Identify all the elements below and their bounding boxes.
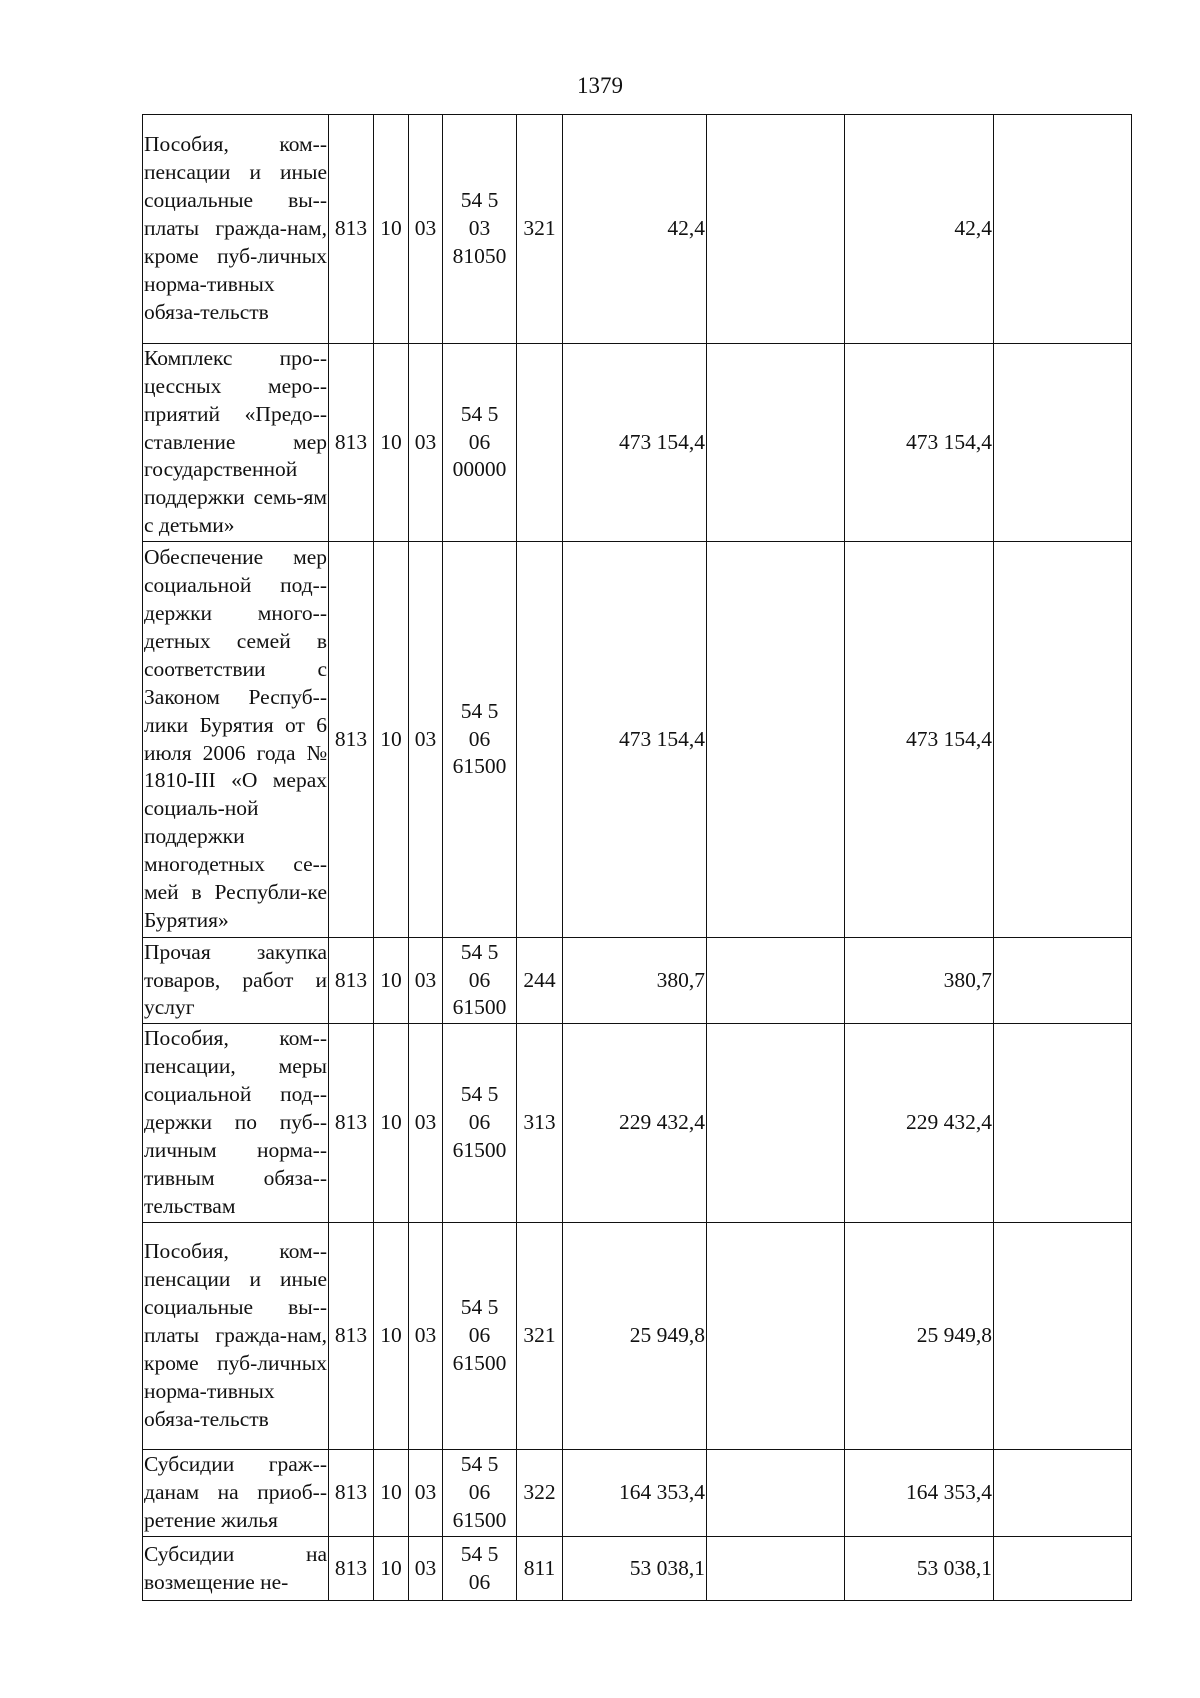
target-article-code-part: 61500: [452, 754, 507, 779]
expense-name: Пособия, ком-пенсации и иные социальные вы-платы гражда-нам, кроме пуб-личных норма-тивных обяза-тельств: [143, 115, 329, 344]
target-article-code-part: 54 5: [460, 1541, 499, 1566]
amount-total: 380,7: [563, 938, 707, 1024]
target-article-code-part: 06: [468, 1480, 491, 1505]
grbs-code: 813: [329, 1223, 374, 1450]
subsection-code: 03: [409, 1537, 443, 1601]
target-article-code-part: 00000: [452, 457, 507, 482]
table-row: [143, 344, 1132, 542]
expense-name: Субсидии на возмещение не-: [143, 1537, 329, 1601]
expense-type-code: 321: [517, 115, 563, 344]
table-row: [143, 1024, 1132, 1223]
grbs-code: 813: [329, 542, 374, 938]
section-code: 10: [374, 938, 409, 1024]
subsection-code: 03: [409, 938, 443, 1024]
grbs-code: 813: [329, 1537, 374, 1601]
amount-column-3: 473 154,4: [845, 542, 994, 938]
amount-column-4: [994, 1450, 1132, 1537]
subsection-code: 03: [409, 344, 443, 542]
expense-type-code: 811: [517, 1537, 563, 1601]
amount-column-4: [994, 115, 1132, 344]
expense-type-code: 313: [517, 1024, 563, 1223]
target-article-code-part: 06: [468, 1323, 491, 1348]
target-article-code-part: 54 5: [460, 1082, 499, 1107]
expense-name: Прочая закупка товаров, работ и услуг: [143, 938, 329, 1024]
target-article-code-part: 54 5: [460, 698, 499, 723]
section-code: 10: [374, 542, 409, 938]
amount-total: 473 154,4: [563, 542, 707, 938]
table-row: [143, 1223, 1132, 1450]
expense-type-code: [517, 344, 563, 542]
amount-column-2: [707, 344, 845, 542]
table-row: [143, 542, 1132, 938]
target-article-code: [443, 542, 517, 938]
section-code: 10: [374, 1450, 409, 1537]
expense-type-code: [517, 542, 563, 938]
amount-column-4: [994, 542, 1132, 938]
target-article-code-part: 06: [468, 429, 491, 454]
grbs-code: 813: [329, 1024, 374, 1223]
target-article-code-part: 54 5: [460, 188, 499, 213]
amount-column-3: 164 353,4: [845, 1450, 994, 1537]
amount-column-2: [707, 1024, 845, 1223]
amount-column-2: [707, 1537, 845, 1601]
section-code: 10: [374, 115, 409, 344]
grbs-code: 813: [329, 115, 374, 344]
target-article-code-part: 06: [468, 726, 491, 751]
expense-name: Пособия, ком-пенсации, меры социальной под-держки по пуб-личным норма-тивным обяза-тельствам: [143, 1024, 329, 1223]
section-code: 10: [374, 1537, 409, 1601]
target-article-code: [443, 344, 517, 542]
expense-name: Комплекс про-цессных меро-приятий «Предо-ставление мер государственной поддержки семь-ям с детьми»: [143, 344, 329, 542]
expense-type-code: 321: [517, 1223, 563, 1450]
subsection-code: 03: [409, 542, 443, 938]
subsection-code: 03: [409, 1223, 443, 1450]
grbs-code: 813: [329, 938, 374, 1024]
target-article-code-part: 54 5: [460, 939, 499, 964]
amount-column-3: 380,7: [845, 938, 994, 1024]
amount-column-3: 229 432,4: [845, 1024, 994, 1223]
target-article-code: [443, 938, 517, 1024]
page-number: 1379: [577, 73, 623, 98]
target-article-code-part: 54 5: [460, 1295, 499, 1320]
amount-total: 164 353,4: [563, 1450, 707, 1537]
table-body: [143, 115, 1132, 1601]
table-row: [143, 1537, 1132, 1601]
target-article-code: [443, 1024, 517, 1223]
subsection-code: 03: [409, 1024, 443, 1223]
section-code: 10: [374, 1223, 409, 1450]
target-article-code: [443, 1537, 517, 1601]
target-article-code: [443, 1223, 517, 1450]
subsection-code: 03: [409, 1450, 443, 1537]
amount-column-2: [707, 115, 845, 344]
amount-total: 42,4: [563, 115, 707, 344]
amount-column-2: [707, 938, 845, 1024]
amount-column-3: 473 154,4: [845, 344, 994, 542]
target-article-code-part: 03: [468, 216, 491, 241]
amount-column-4: [994, 1024, 1132, 1223]
target-article-code-part: 54 5: [460, 401, 499, 426]
budget-table: [142, 114, 1132, 1601]
expense-name: Пособия, ком-пенсации и иные социальные вы-платы гражда-нам, кроме пуб-личных норма-тивных обяза-тельств: [143, 1223, 329, 1450]
amount-total: 25 949,8: [563, 1223, 707, 1450]
amount-column-2: [707, 1223, 845, 1450]
expense-type-code: 322: [517, 1450, 563, 1537]
amount-total: 229 432,4: [563, 1024, 707, 1223]
target-article-code-part: 61500: [452, 995, 507, 1020]
target-article-code-part: 06: [468, 967, 491, 992]
expense-name: Обеспечение мер социальной под-держки много-детных семей в соответствии с Законом Респуб-лики Бурятия от 6 июля 2006 года № 1810-III «О мерах социаль-ной поддержки многодетных се-мей в Республи-ке Бурятия»: [143, 542, 329, 938]
amount-total: 53 038,1: [563, 1537, 707, 1601]
amount-column-3: 42,4: [845, 115, 994, 344]
amount-column-2: [707, 542, 845, 938]
target-article-code-part: 61500: [452, 1507, 507, 1532]
grbs-code: 813: [329, 1450, 374, 1537]
section-code: 10: [374, 344, 409, 542]
table-row: [143, 1450, 1132, 1537]
section-code: 10: [374, 1024, 409, 1223]
table-row: [143, 115, 1132, 344]
subsection-code: 03: [409, 115, 443, 344]
grbs-code: 813: [329, 344, 374, 542]
amount-column-4: [994, 1223, 1132, 1450]
target-article-code-part: 81050: [452, 243, 507, 268]
amount-column-4: [994, 938, 1132, 1024]
amount-column-3: 53 038,1: [845, 1537, 994, 1601]
target-article-code: [443, 115, 517, 344]
amount-total: 473 154,4: [563, 344, 707, 542]
amount-column-4: [994, 344, 1132, 542]
amount-column-4: [994, 1537, 1132, 1601]
target-article-code-part: 06: [468, 1110, 491, 1135]
table-row: [143, 938, 1132, 1024]
target-article-code-part: 06: [468, 1569, 491, 1594]
expense-name: Субсидии граж-данам на приоб-ретение жилья: [143, 1450, 329, 1537]
target-article-code: [443, 1450, 517, 1537]
amount-column-2: [707, 1450, 845, 1537]
target-article-code-part: 61500: [452, 1350, 507, 1375]
expense-type-code: 244: [517, 938, 563, 1024]
amount-column-3: 25 949,8: [845, 1223, 994, 1450]
target-article-code-part: 54 5: [460, 1452, 499, 1477]
target-article-code-part: 61500: [452, 1137, 507, 1162]
